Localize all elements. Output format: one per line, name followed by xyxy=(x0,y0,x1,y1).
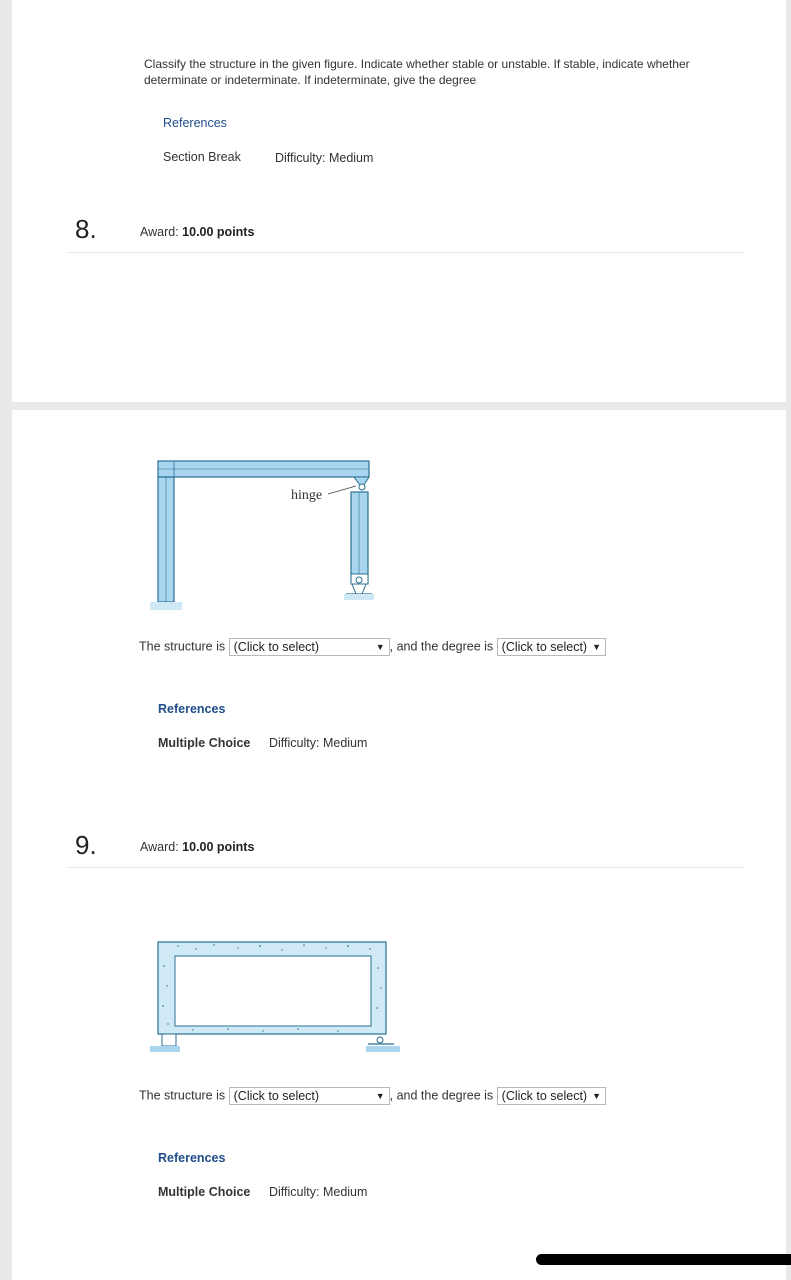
question-number: 9. xyxy=(75,830,97,860)
sentence-middle: , and the degree is xyxy=(389,639,494,654)
home-indicator[interactable] xyxy=(536,1254,791,1265)
select-value: (Click to select) xyxy=(501,1089,588,1103)
award-line xyxy=(140,840,254,854)
references-link[interactable]: References xyxy=(163,116,227,130)
divider xyxy=(68,252,744,253)
hinge-label: hinge xyxy=(291,488,323,503)
question-number: 8. xyxy=(75,214,97,244)
frame-with-hinge-figure xyxy=(148,456,388,616)
references-link[interactable]: References xyxy=(158,1151,226,1165)
right-support xyxy=(366,1046,400,1052)
left-support xyxy=(150,1046,180,1052)
hinge-pin xyxy=(359,484,365,490)
difficulty-label: Difficulty: Medium xyxy=(269,736,368,750)
divider xyxy=(68,867,744,868)
pin-support xyxy=(352,584,366,594)
frame-opening xyxy=(175,956,371,1026)
award-label: Award: xyxy=(140,225,179,239)
roller xyxy=(377,1037,383,1043)
closed-frame-figure xyxy=(148,936,404,1066)
references-link[interactable]: References xyxy=(158,702,226,716)
answer-sentence xyxy=(139,638,606,656)
chevron-down-icon: ▼ xyxy=(375,642,385,652)
answer-sentence xyxy=(139,1087,606,1105)
question-type: Multiple Choice xyxy=(158,1185,251,1199)
structure-select[interactable] xyxy=(229,1087,390,1105)
award-line xyxy=(140,225,254,239)
fixed-support xyxy=(150,602,182,610)
question-type: Multiple Choice xyxy=(158,736,251,750)
chevron-down-icon: ▼ xyxy=(375,1091,385,1101)
award-value: 10.00 points xyxy=(182,840,255,854)
section-type: Section Break xyxy=(163,150,241,164)
award-value: 10.00 points xyxy=(182,225,255,239)
question-panel-bottom xyxy=(12,410,786,1280)
chevron-down-icon: ▼ xyxy=(592,642,602,652)
award-label: Award: xyxy=(140,840,179,854)
select-value: (Click to select) xyxy=(501,640,588,654)
question-prompt: Classify the structure in the given figure. Indicate whether stable or unstable. If stable, indicate whether determinate or indeterminate. If indeterminate, give the degree xyxy=(144,57,690,87)
right-column xyxy=(351,492,368,582)
sentence-middle: , and the degree is xyxy=(389,1088,494,1103)
sentence-prefix: The structure is xyxy=(139,639,226,654)
select-value: (Click to select) xyxy=(233,640,320,654)
difficulty-label: Difficulty: Medium xyxy=(275,151,374,165)
difficulty-label: Difficulty: Medium xyxy=(269,1185,368,1199)
sentence-prefix: The structure is xyxy=(139,1088,226,1103)
chevron-down-icon: ▼ xyxy=(592,1091,602,1101)
structure-select[interactable] xyxy=(229,638,390,656)
select-value: (Click to select) xyxy=(233,1089,320,1103)
degree-select[interactable] xyxy=(497,638,606,656)
degree-select[interactable] xyxy=(497,1087,606,1105)
